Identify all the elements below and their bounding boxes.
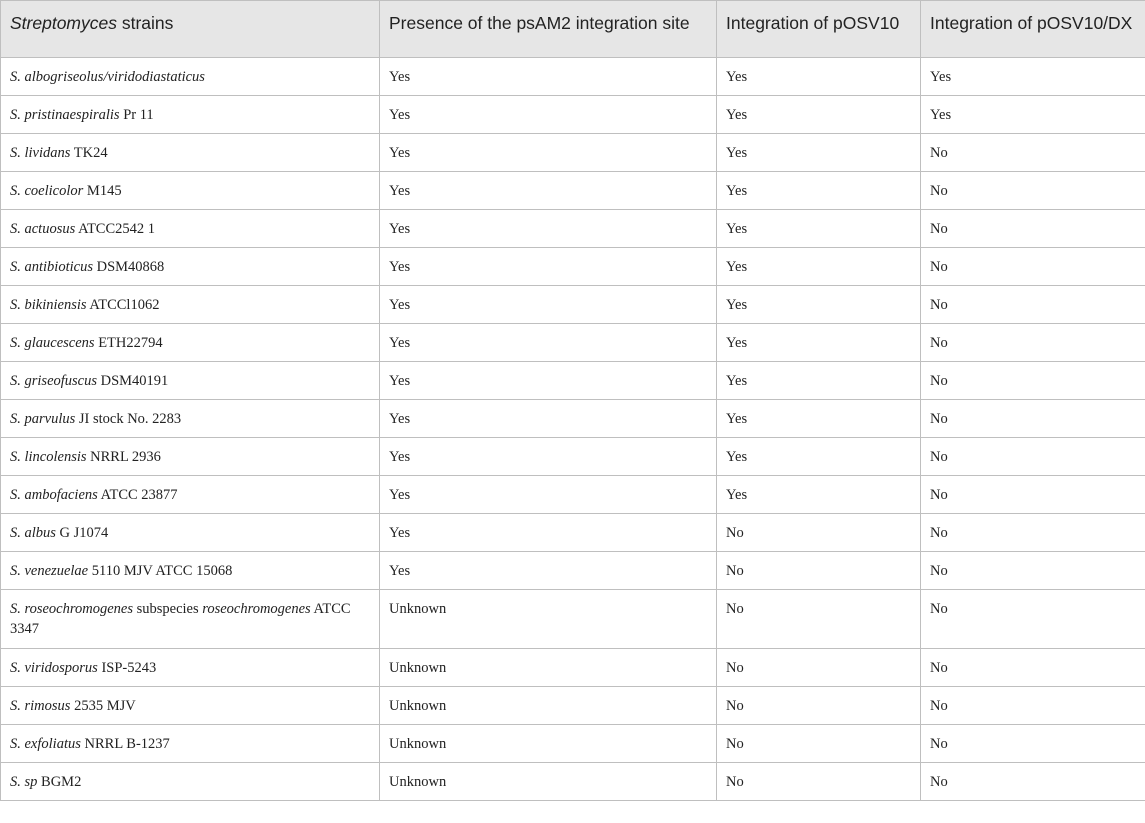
posv10-cell: No (717, 687, 921, 725)
strain-designation: NRRL 2936 (86, 449, 161, 465)
posv10dx-cell: No (921, 552, 1145, 590)
table-row (1, 514, 1145, 552)
posv10dx-cell: No (921, 400, 1145, 438)
strain-species: S. exfoliatus (10, 736, 81, 752)
posv10-cell: No (717, 725, 921, 763)
strain-designation: 2535 MJV (70, 698, 136, 714)
strain-species: S. sp (10, 774, 38, 790)
integration-site-cell: Yes (380, 96, 717, 134)
strain-designation: G J1074 (55, 525, 109, 541)
integration-site-cell: Unknown (380, 687, 717, 725)
table-row (1, 590, 1145, 649)
strain-designation: TK24 (70, 145, 108, 161)
posv10dx-cell: No (921, 172, 1145, 210)
strain-designation: ATCC2542 1 (75, 221, 156, 237)
strain-species: S. actuosus (10, 221, 76, 237)
posv10dx-cell: No (921, 210, 1145, 248)
strain-species: roseochromogenes (202, 601, 311, 617)
integration-site-cell: Yes (380, 210, 717, 248)
integration-site-cell: Unknown (380, 725, 717, 763)
table-row (1, 649, 1145, 687)
table-row (1, 476, 1145, 514)
strain-designation: ATCC 23877 (97, 487, 178, 503)
posv10dx-cell: No (921, 248, 1145, 286)
posv10-cell: No (717, 514, 921, 552)
strain-cell (1, 590, 380, 649)
strain-species: S. albogriseolus/viridodiastaticus (10, 69, 205, 85)
integration-site-cell: Yes (380, 438, 717, 476)
posv10-cell: Yes (717, 210, 921, 248)
strain-cell (1, 362, 380, 400)
posv10-cell: Yes (717, 286, 921, 324)
posv10dx-cell: No (921, 725, 1145, 763)
strain-cell (1, 96, 380, 134)
strain-designation: ATCCl1062 (86, 297, 160, 313)
posv10-cell: Yes (717, 58, 921, 96)
strain-cell (1, 438, 380, 476)
strain-cell (1, 514, 380, 552)
strain-species: S. griseofuscus (10, 373, 97, 389)
table-row (1, 286, 1145, 324)
strain-species: S. viridosporus (10, 660, 98, 676)
integration-site-cell: Yes (380, 514, 717, 552)
posv10-cell: No (717, 763, 921, 801)
integration-site-cell: Yes (380, 324, 717, 362)
posv10dx-cell: Yes (921, 58, 1145, 96)
posv10dx-cell: No (921, 649, 1145, 687)
table-row (1, 324, 1145, 362)
strain-cell (1, 649, 380, 687)
posv10-cell: No (717, 649, 921, 687)
strain-species: S. lividans (10, 145, 71, 161)
integration-site-cell: Unknown (380, 649, 717, 687)
strain-species: S. ambofaciens (10, 487, 98, 503)
strain-species: S. lincolensis (10, 449, 87, 465)
strain-species: S. roseochromogenes (10, 601, 133, 617)
strain-species: S. rimosus (10, 698, 71, 714)
integration-site-cell: Yes (380, 134, 717, 172)
table-row (1, 134, 1145, 172)
strain-cell (1, 134, 380, 172)
strain-cell (1, 248, 380, 286)
strain-designation: 5110 MJV ATCC 15068 (88, 563, 233, 579)
header-integration-site: Presence of the psAM2 integration site (380, 1, 717, 58)
strain-designation: ETH22794 (94, 335, 163, 351)
strain-cell (1, 552, 380, 590)
header-row (1, 1, 1145, 58)
strain-cell (1, 324, 380, 362)
integration-site-cell: Yes (380, 552, 717, 590)
posv10-cell: Yes (717, 248, 921, 286)
posv10dx-cell: No (921, 134, 1145, 172)
posv10dx-cell: No (921, 286, 1145, 324)
table-row (1, 725, 1145, 763)
integration-site-cell: Unknown (380, 590, 717, 649)
strain-designation: ATCC 3347 (10, 601, 351, 637)
strain-species: S. bikiniensis (10, 297, 87, 313)
strain-cell (1, 286, 380, 324)
header-posv10: Integration of pOSV10 (717, 1, 921, 58)
posv10-cell: Yes (717, 476, 921, 514)
strain-designation: Pr 11 (119, 107, 154, 123)
posv10dx-cell: No (921, 763, 1145, 801)
table-row (1, 58, 1145, 96)
strain-species: S. coelicolor (10, 183, 84, 199)
posv10-cell: Yes (717, 438, 921, 476)
strain-designation: NRRL B-1237 (80, 736, 170, 752)
integration-site-cell: Unknown (380, 763, 717, 801)
strain-species: S. antibioticus (10, 259, 93, 275)
posv10dx-cell: No (921, 476, 1145, 514)
strain-designation: DSM40868 (92, 259, 165, 275)
posv10-cell: Yes (717, 134, 921, 172)
strain-cell (1, 58, 380, 96)
table-row (1, 248, 1145, 286)
posv10-cell: Yes (717, 172, 921, 210)
table-row (1, 687, 1145, 725)
posv10-cell: Yes (717, 324, 921, 362)
integration-site-cell: Yes (380, 248, 717, 286)
table-row (1, 400, 1145, 438)
strain-species: S. albus (10, 525, 56, 541)
strain-species: S. parvulus (10, 411, 76, 427)
strain-designation: BGM2 (37, 774, 82, 790)
header-strains (1, 1, 380, 58)
posv10dx-cell: No (921, 438, 1145, 476)
posv10dx-cell: No (921, 324, 1145, 362)
posv10dx-cell: No (921, 362, 1145, 400)
strain-species: S. venezuelae (10, 563, 89, 579)
posv10dx-cell: Yes (921, 96, 1145, 134)
posv10dx-cell: No (921, 590, 1145, 649)
posv10-cell: No (717, 590, 921, 649)
strain-designation: subspecies (132, 601, 203, 617)
strain-cell (1, 725, 380, 763)
table-body (1, 58, 1145, 801)
strain-cell (1, 476, 380, 514)
table-row (1, 172, 1145, 210)
strain-cell (1, 687, 380, 725)
posv10-cell: Yes (717, 400, 921, 438)
table-header (1, 1, 1145, 58)
strain-cell (1, 210, 380, 248)
strain-designation: JI stock No. 2283 (75, 411, 182, 427)
posv10-cell: Yes (717, 362, 921, 400)
table-row (1, 438, 1145, 476)
strain-designation: M145 (83, 183, 122, 199)
strain-designation: DSM40191 (97, 373, 169, 389)
integration-site-cell: Yes (380, 58, 717, 96)
integration-site-cell: Yes (380, 400, 717, 438)
header-strains-suffix: strains (116, 13, 174, 33)
integration-site-cell: Yes (380, 362, 717, 400)
table-row (1, 552, 1145, 590)
strain-species: S. glaucescens (10, 335, 95, 351)
table-row (1, 96, 1145, 134)
strain-cell (1, 172, 380, 210)
integration-site-cell: Yes (380, 172, 717, 210)
strain-designation: ISP-5243 (97, 660, 157, 676)
posv10dx-cell: No (921, 514, 1145, 552)
strain-cell (1, 763, 380, 801)
integration-site-cell: Yes (380, 476, 717, 514)
posv10-cell: Yes (717, 96, 921, 134)
header-strains-genus: Streptomyces (10, 13, 117, 33)
table-row (1, 763, 1145, 801)
posv10-cell: No (717, 552, 921, 590)
header-posv10dx: Integration of pOSV10/DX (921, 1, 1145, 58)
table-row (1, 210, 1145, 248)
integration-site-cell: Yes (380, 286, 717, 324)
strain-cell (1, 400, 380, 438)
strain-species: S. pristinaespiralis (10, 107, 120, 123)
table-row (1, 362, 1145, 400)
posv10dx-cell: No (921, 687, 1145, 725)
